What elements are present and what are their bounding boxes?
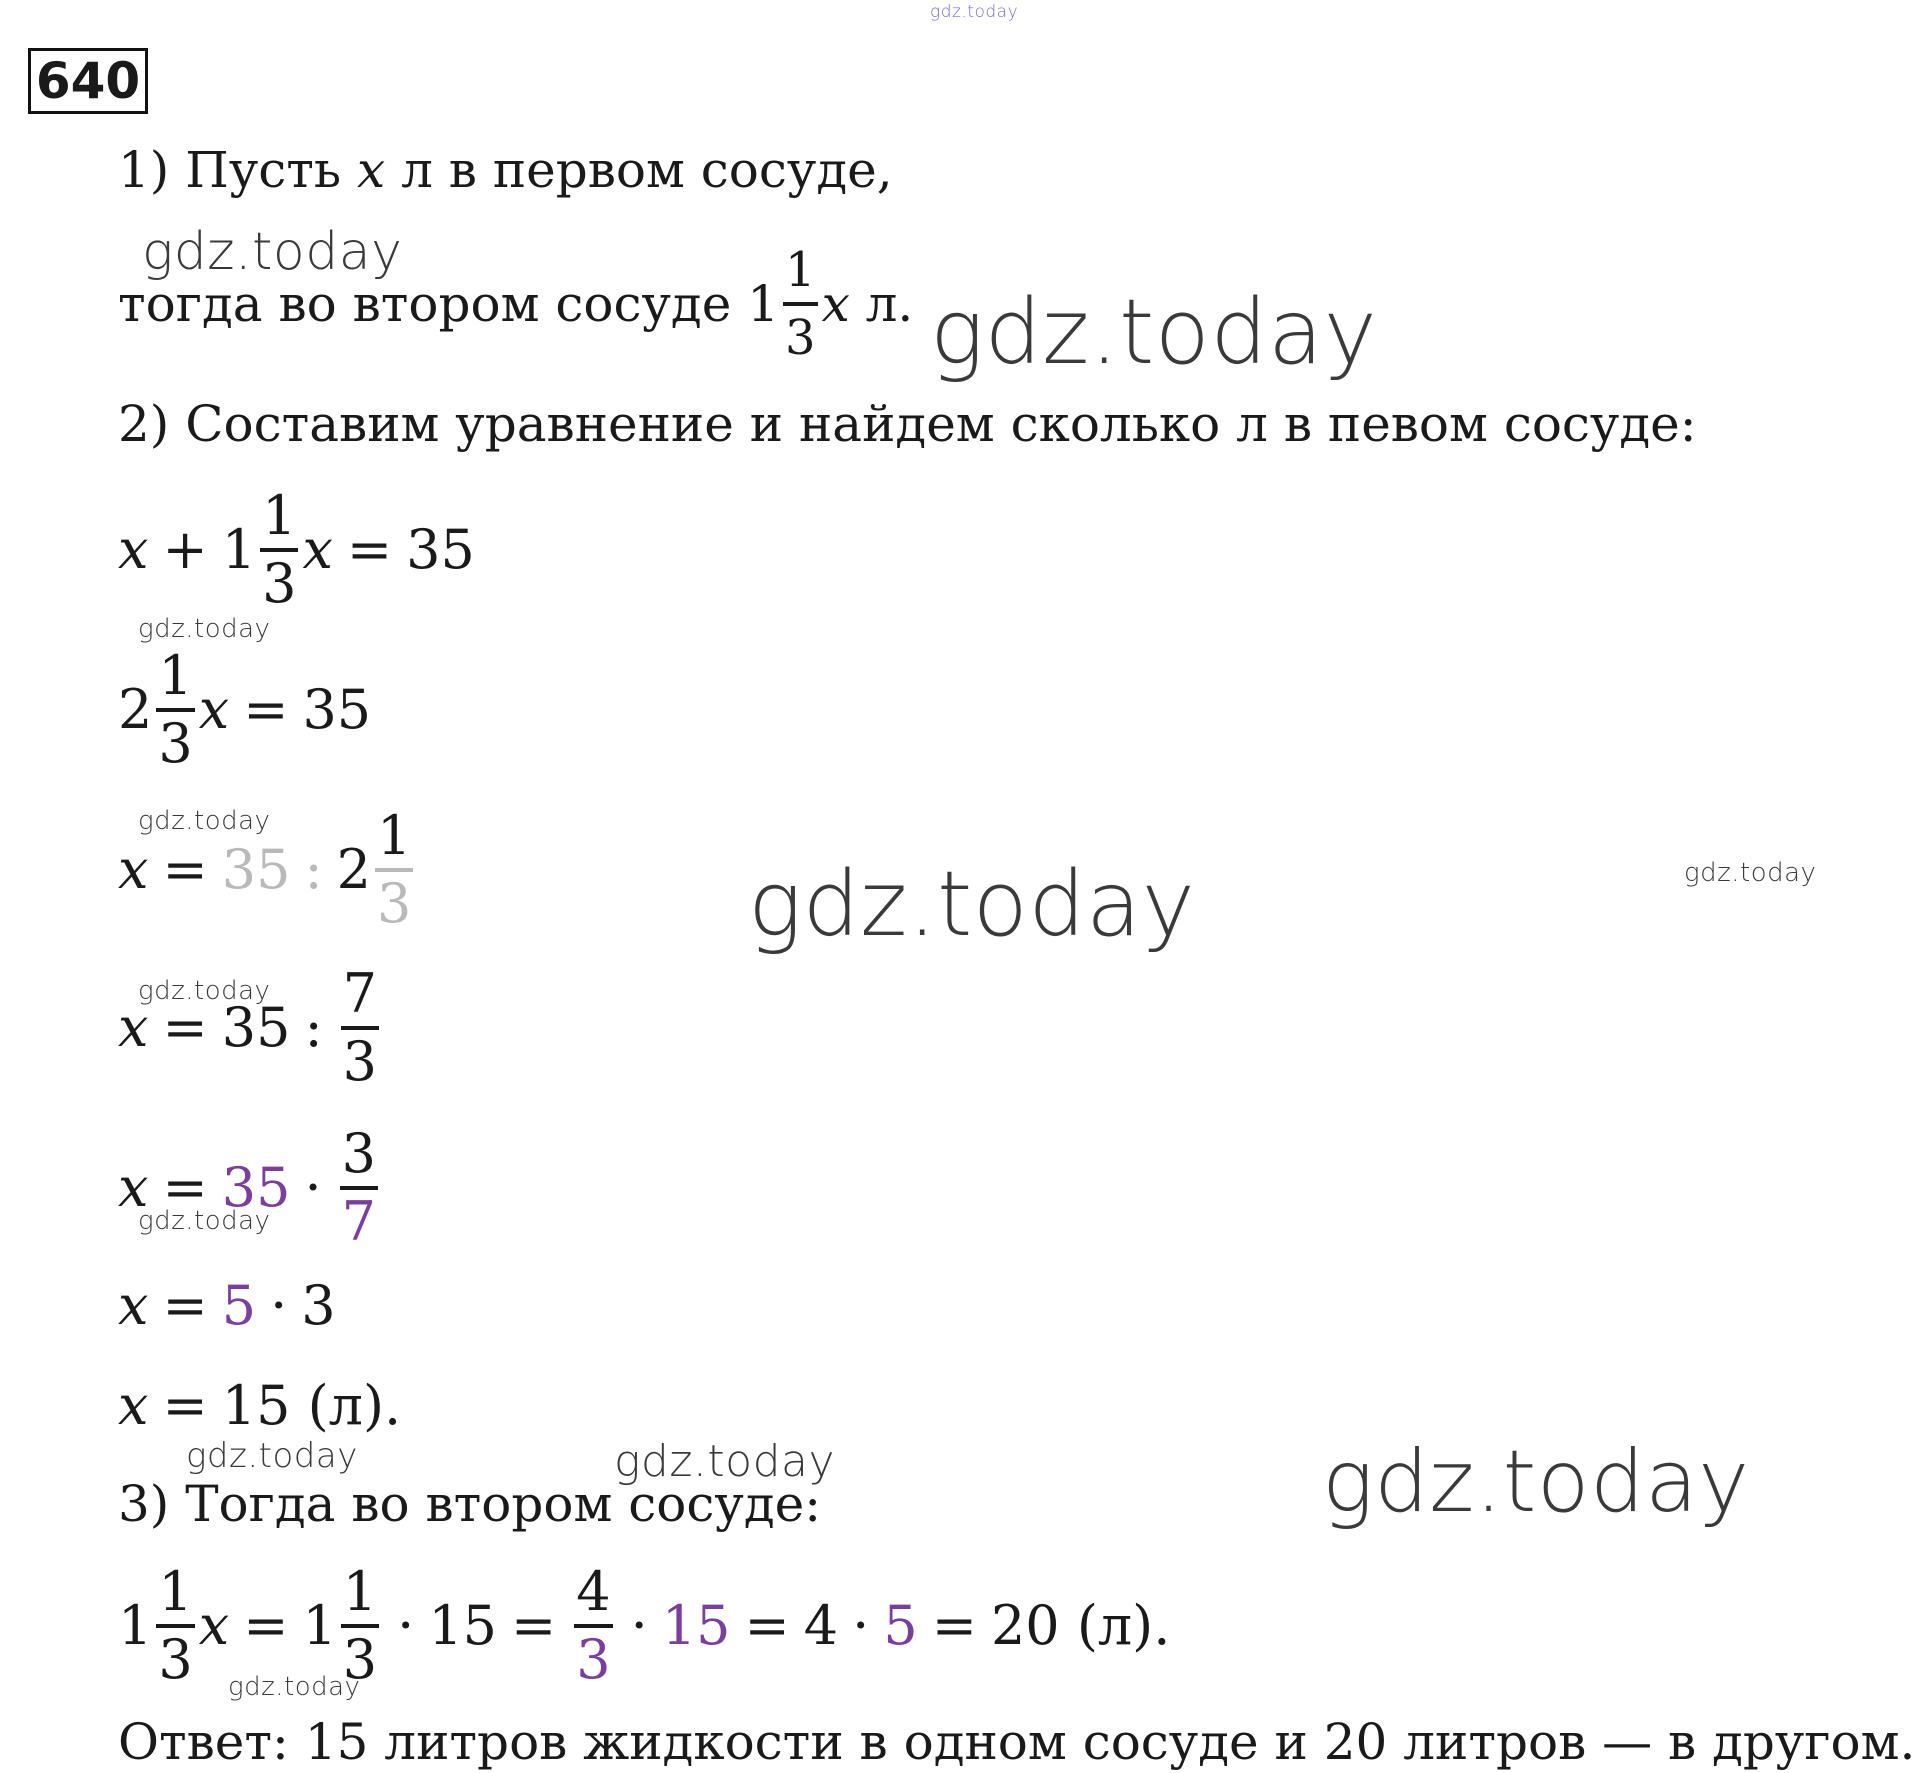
equation-4: x = 35 : $\frac{7}{3}$ (118, 962, 377, 1093)
watermark: gdz.today (1322, 1432, 1750, 1532)
equation-6: x = 5 · 3 (118, 1274, 336, 1337)
step3-calculation: 1 $\frac{1}{3}$ x = 1 $\frac{1}{3}$ · 15 = $\frac{4}{3}$ · 15 = 4 · 5 = 20 (л). (118, 1560, 1171, 1691)
watermark: gdz.today (614, 1436, 836, 1487)
watermark-top: gdz.today (930, 2, 1019, 22)
problem-number: 640 (28, 48, 148, 114)
equation-2: 2 $\frac{1}{3}$ x = 35 (118, 644, 372, 775)
watermark: gdz.today (142, 222, 403, 282)
watermark: gdz.today (748, 852, 1196, 957)
step3-heading: 3) Тогда во втором сосуде: (118, 1475, 822, 1533)
equation-1: x + 1 $\frac{1}{3}$ x = 35 (118, 484, 475, 615)
watermark: gdz.today (930, 280, 1378, 385)
watermark: gdz.today (138, 614, 271, 644)
step2-heading: 2) Составим уравнение и найдем сколько л в певом сосуде: (118, 395, 1697, 453)
equation-3: x = 35 : 2 $\frac{1}{3}$ (118, 804, 412, 935)
watermark: gdz.today (138, 976, 271, 1006)
watermark: gdz.today (186, 1436, 358, 1476)
watermark: gdz.today (138, 1206, 271, 1236)
watermark: gdz.today (138, 806, 271, 836)
answer-line: Ответ: 15 литров жидкости в одном сосуде и 20 литров — в другом. (118, 1713, 1916, 1771)
watermark: gdz.today (1684, 858, 1817, 888)
step1-line1: 1) Пусть x л в первом сосуде, (118, 141, 893, 199)
equation-5: x = 35 · $\frac{3}{7}$ (118, 1122, 376, 1253)
equation-7: x = 15 (л). (118, 1374, 402, 1437)
step1-line2: тогда во втором сосуде 1 $\frac{1}{3}$ x л. (118, 242, 914, 366)
watermark: gdz.today (228, 1672, 361, 1702)
